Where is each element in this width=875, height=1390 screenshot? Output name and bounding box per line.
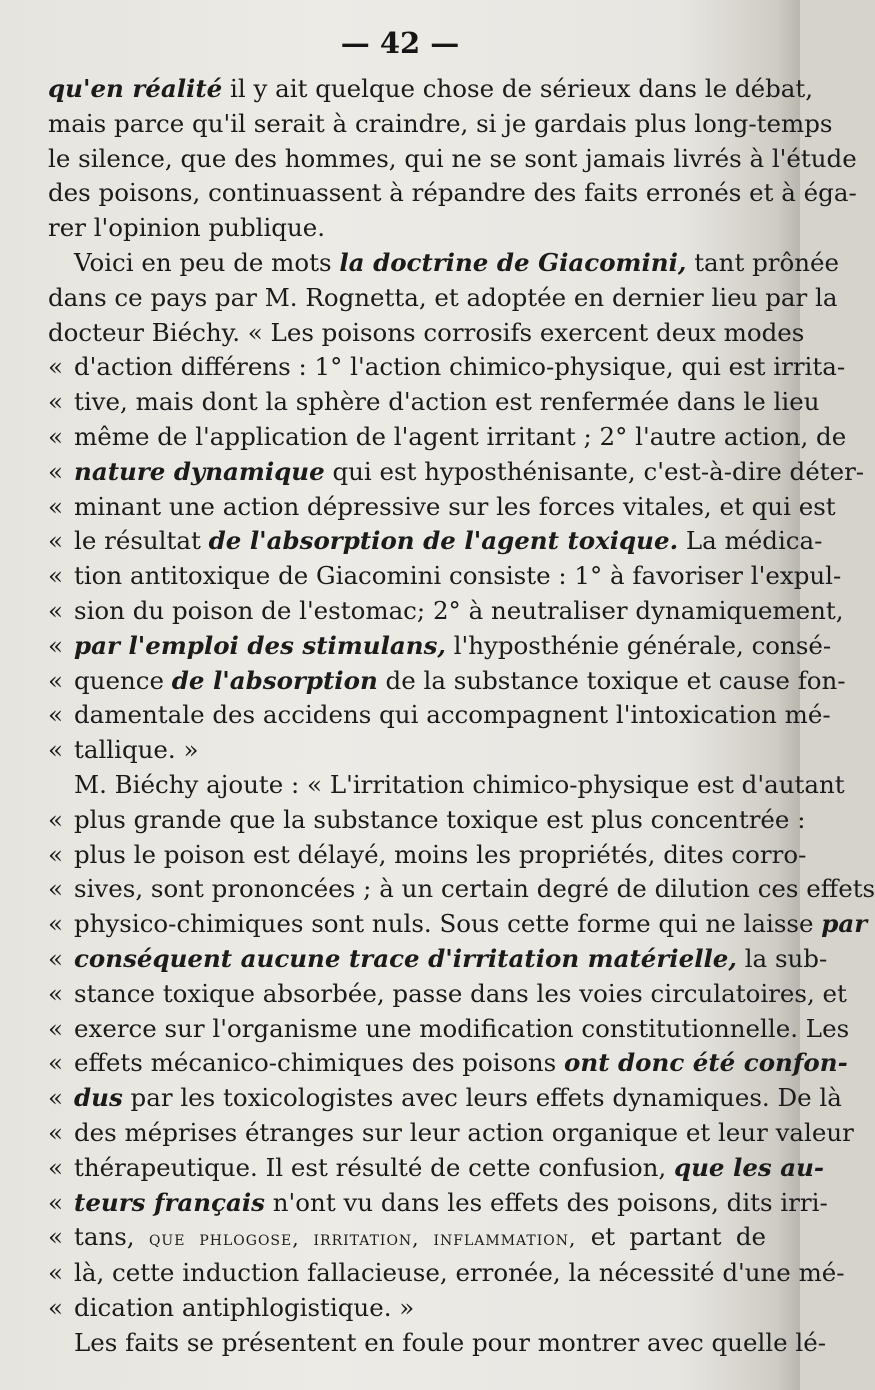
text-run: physico-chimiques sont nuls. Sous cette forme qui ne laisse	[74, 909, 822, 939]
text-run: que phlogose, irritation, inflammation,	[148, 1226, 577, 1251]
text-run: M. Biéchy ajoute : « L'irritation chimico-physique est d'autant	[74, 769, 845, 799]
text-line	[48, 1186, 828, 1221]
text-line	[48, 211, 766, 246]
text-run: qui est hyposthénisante, c'est-à-dire déter-	[324, 456, 865, 486]
text-run: et partant de	[576, 1222, 767, 1252]
quote-mark: «	[48, 595, 63, 625]
page-number: — 42 —	[340, 26, 460, 60]
quote-mark: «	[48, 735, 63, 765]
text-line	[48, 1326, 827, 1361]
quote-mark: «	[48, 1083, 63, 1113]
text-line	[48, 176, 857, 211]
text-run: rer l'opinion publique.	[48, 213, 326, 243]
text-run: dans ce pays par M. Rognetta, et adoptée en dernier lieu par la	[48, 282, 838, 312]
text-line	[48, 1081, 842, 1116]
text-run: damentale des accidens qui accompagnent l'intoxication mé-	[74, 700, 831, 730]
text-run: La médica-	[678, 526, 823, 556]
text-run: la sub-	[736, 943, 828, 973]
text-run: le résultat	[74, 526, 209, 556]
text-line	[48, 907, 868, 942]
text-run: des méprises étranges sur leur action organique et leur valeur	[74, 1117, 854, 1147]
quote-mark: «	[48, 978, 63, 1008]
quote-mark: «	[48, 352, 63, 382]
text-line	[48, 1220, 766, 1256]
text-run: quence	[74, 665, 172, 695]
text-line	[48, 455, 865, 490]
quote-mark: «	[48, 387, 63, 417]
text-line	[48, 803, 806, 838]
text-line	[48, 490, 836, 525]
text-line	[48, 107, 833, 142]
text-run: de la substance toxique et cause fon-	[377, 665, 846, 695]
quote-mark: «	[48, 1152, 63, 1182]
body-text	[48, 72, 875, 1360]
italic-text: dus	[74, 1083, 123, 1113]
text-line	[48, 524, 823, 559]
text-run: exerce sur l'organisme une modification constitutionnelle. Les	[74, 1013, 850, 1043]
text-run: sives, sont prononcées ; à un certain degré de dilution ces effets	[74, 874, 875, 904]
text-run: tallique. »	[74, 735, 199, 765]
quote-mark: «	[48, 1222, 63, 1252]
text-run: tive, mais dont la sphère d'action est renfermée dans le lieu	[74, 387, 820, 417]
quote-mark: «	[48, 943, 63, 973]
italic-text: la doctrine de Giacomini,	[339, 247, 687, 277]
text-line	[48, 1046, 848, 1081]
text-run: tion antitoxique de Giacomini consiste : 1° à favoriser l'expul-	[74, 561, 842, 591]
text-line	[48, 942, 828, 977]
text-line	[48, 1151, 825, 1186]
quote-mark: «	[48, 1187, 63, 1217]
text-run: docteur Biéchy. « Les poisons corrosifs exercent deux modes	[48, 317, 805, 347]
text-line	[48, 1012, 850, 1047]
text-run: des poisons, continuassent à répandre des faits erronés et à éga-	[48, 178, 857, 208]
text-line	[48, 838, 807, 873]
text-line	[48, 281, 838, 316]
text-run: thérapeutique. Il est résulté de cette confusion,	[74, 1152, 674, 1182]
italic-text: par l'emploi des stimulans,	[74, 630, 446, 660]
text-run: par les toxicologistes avec leurs effets dynamiques. De là	[122, 1083, 842, 1113]
text-line	[48, 385, 820, 420]
quote-mark: «	[48, 526, 63, 556]
quote-mark: «	[48, 804, 63, 834]
text-line	[48, 629, 832, 664]
text-run: mais parce qu'il serait à craindre, si je gardais plus long-temps	[48, 108, 833, 138]
text-run: plus le poison est délayé, moins les propriétés, dites corro-	[74, 839, 807, 869]
text-line	[48, 664, 846, 699]
italic-text: conséquent aucune trace d'irritation matérielle,	[74, 943, 737, 973]
text-run: tant prônée	[686, 247, 839, 277]
text-run: le silence, que des hommes, qui ne se sont jamais livrés à l'étude	[48, 143, 857, 173]
text-run: stance toxique absorbée, passe dans les voies circulatoires, et	[74, 978, 847, 1008]
text-line	[48, 316, 805, 351]
text-line	[48, 246, 839, 281]
italic-text: qu'en réalité	[48, 74, 223, 103]
quote-mark: «	[48, 421, 63, 451]
text-run: l'hyposthénie générale, consé-	[445, 630, 832, 660]
quote-mark: «	[48, 630, 63, 660]
text-line	[48, 977, 847, 1012]
text-line	[48, 559, 842, 594]
text-run: il y ait quelque chose de sérieux dans le débat,	[222, 74, 814, 103]
text-run: plus grande que la substance toxique est plus concentrée :	[74, 804, 806, 834]
text-run: n'ont vu dans les effets des poisons, dits irri-	[264, 1187, 828, 1217]
text-line	[48, 350, 846, 385]
text-line	[48, 72, 814, 107]
italic-text: ont donc été confon-	[564, 1048, 848, 1078]
text-line	[48, 420, 847, 455]
quote-mark: «	[48, 665, 63, 695]
text-run: même de l'application de l'agent irritant ; 2° l'autre action, de	[74, 421, 847, 451]
italic-text: par	[821, 909, 868, 939]
quote-mark: «	[48, 909, 63, 939]
text-run: Voici en peu de mots	[74, 247, 340, 277]
text-line	[48, 872, 875, 907]
text-run: dication antiphlogistique. »	[74, 1292, 415, 1322]
quote-mark: «	[48, 874, 63, 904]
italic-text: teurs français	[74, 1187, 265, 1217]
text-line	[48, 1291, 766, 1326]
quote-mark: «	[48, 839, 63, 869]
italic-text: nature dynamique	[74, 456, 325, 486]
italic-text: de l'absorption de l'agent toxique.	[208, 526, 679, 556]
text-line	[48, 698, 831, 733]
text-line	[48, 1256, 845, 1291]
italic-text: que les au-	[673, 1152, 825, 1182]
text-run: minant une action dépressive sur les forces vitales, et qui est	[74, 491, 836, 521]
quote-mark: «	[48, 1117, 63, 1147]
quote-mark: «	[48, 1013, 63, 1043]
text-line	[48, 768, 845, 803]
quote-mark: «	[48, 1292, 63, 1322]
text-run: Les faits se présentent en foule pour montrer avec quelle lé-	[74, 1327, 827, 1357]
text-run: tans,	[74, 1222, 149, 1252]
text-line	[48, 1116, 854, 1151]
text-run: sion du poison de l'estomac; 2° à neutraliser dynamiquement,	[74, 595, 844, 625]
text-line	[48, 733, 766, 768]
text-run: effets mécanico-chimiques des poisons	[74, 1048, 565, 1078]
quote-mark: «	[48, 561, 63, 591]
text-line	[48, 594, 844, 629]
quote-mark: «	[48, 1258, 63, 1288]
quote-mark: «	[48, 1048, 63, 1078]
quote-mark: «	[48, 491, 63, 521]
text-line	[48, 142, 857, 177]
text-run: là, cette induction fallacieuse, erronée, la nécessité d'une mé-	[74, 1258, 845, 1288]
italic-text: de l'absorption	[171, 665, 378, 695]
quote-mark: «	[48, 456, 63, 486]
quote-mark: «	[48, 700, 63, 730]
text-run: d'action différens : 1° l'action chimico-physique, qui est irrita-	[74, 352, 846, 382]
